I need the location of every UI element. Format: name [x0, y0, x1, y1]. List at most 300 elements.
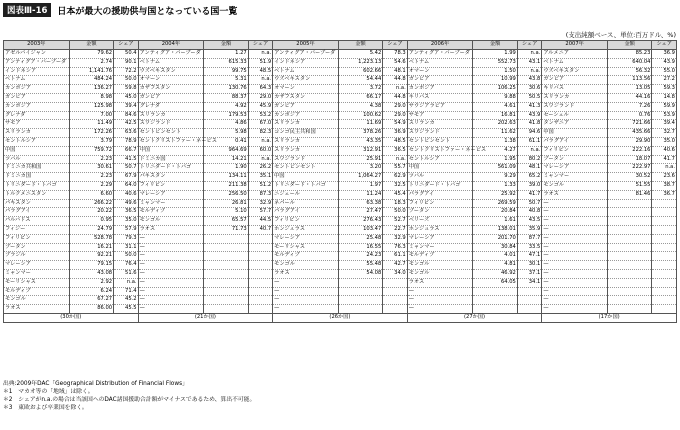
share-value: 29.0	[248, 93, 272, 102]
amount-value: 1.38	[473, 137, 517, 146]
amount-value: 4.38	[338, 102, 382, 111]
country-name: モンゴル	[407, 269, 473, 278]
share-value	[652, 234, 677, 243]
amount-value: 18.07	[607, 155, 651, 164]
amount-value: 81.46	[607, 190, 651, 199]
amount-value: 27.47	[338, 208, 382, 217]
amount-value: 7.26	[607, 102, 651, 111]
country-name: —	[542, 199, 608, 208]
amount-value: 10.99	[473, 76, 517, 85]
share-value: 48.5	[383, 137, 407, 146]
amount-value: 16.21	[69, 243, 113, 252]
amount-value: 172.26	[69, 129, 113, 138]
amount-value: 4.01	[473, 252, 517, 261]
amount-value: 43.35	[338, 137, 382, 146]
share-value: 32.9	[383, 234, 407, 243]
share-value: 45.9	[248, 102, 272, 111]
country-name: ホンジュラス	[273, 225, 339, 234]
amount-value	[607, 208, 651, 217]
amount-value: 201.70	[473, 234, 517, 243]
amount-value	[338, 305, 382, 314]
table-row	[4, 50, 677, 59]
share-value: 33.5	[517, 243, 541, 252]
share-value	[517, 296, 541, 305]
country-name: ツバル	[4, 155, 70, 164]
share-value: 80.2	[517, 155, 541, 164]
amount-value: 99.75	[204, 67, 248, 76]
country-name: —	[542, 278, 608, 287]
country-name: ドミニカ国	[4, 173, 70, 182]
share-value: 36.5	[114, 208, 138, 217]
country-name: —	[542, 296, 608, 305]
share-value: 82.3	[248, 129, 272, 138]
amount-value	[607, 278, 651, 287]
share-value: 84.6	[114, 111, 138, 120]
amount-value	[607, 234, 651, 243]
footnote: ＊1 マカオ等の「地域」は除く。	[3, 389, 94, 395]
amount-value: 103.47	[338, 225, 382, 234]
country-name: スワジランド	[542, 102, 608, 111]
share-value: 29.0	[383, 111, 407, 120]
country-name: セーシェル	[542, 111, 608, 120]
share-value	[517, 287, 541, 296]
amount-value: 25.48	[338, 234, 382, 243]
share-value: n.a.	[652, 164, 677, 173]
amount-value	[607, 287, 651, 296]
country-name: 中国	[138, 146, 204, 155]
country-count: (27か国)	[407, 313, 542, 322]
share-value: 61.1	[383, 252, 407, 261]
share-value: 50.4	[114, 50, 138, 59]
amount-value: 1,223.13	[338, 58, 382, 67]
share-value	[652, 252, 677, 261]
country-name: マレーシア	[138, 190, 204, 199]
share-value: 59.3	[652, 85, 677, 94]
amount-value	[607, 199, 651, 208]
country-name: —	[138, 278, 204, 287]
share-value: 72.2	[114, 67, 138, 76]
share-value: 49.6	[114, 199, 138, 208]
share-value: 50.0	[114, 252, 138, 261]
amount-value	[607, 252, 651, 261]
share-value	[652, 296, 677, 305]
country-name: ブータン	[4, 243, 70, 252]
amount-value: 46.92	[473, 269, 517, 278]
share-value: 44.8	[383, 76, 407, 85]
share-value: n.a.	[517, 50, 541, 59]
amount-value: 66.17	[338, 93, 382, 102]
country-name: ラオス	[407, 278, 473, 287]
share-value	[652, 217, 677, 226]
table-row	[4, 296, 677, 305]
amount-value: 30.84	[473, 243, 517, 252]
country-name: オマーン	[273, 85, 339, 94]
share-value: n.a.	[114, 278, 138, 287]
share-value: 50.0	[383, 208, 407, 217]
country-name: 中国	[273, 173, 339, 182]
share-value: 62.9	[383, 173, 407, 182]
amount-value	[204, 287, 248, 296]
country-name: スワジランド	[273, 155, 339, 164]
country-name: ベトナム	[407, 58, 473, 67]
country-name: ネパール	[273, 199, 339, 208]
country-name: モルディブ	[4, 287, 70, 296]
share-value: 54.9	[383, 120, 407, 129]
country-name: 中国	[407, 164, 473, 173]
share-value: 94.6	[517, 129, 541, 138]
amount-value: 9.88	[473, 93, 517, 102]
country-name: ガンビア	[542, 76, 608, 85]
share-value: 48.5	[248, 67, 272, 76]
amount-value: 30.52	[607, 173, 651, 182]
amount-value: 9.29	[473, 173, 517, 182]
share-value: 40.8	[517, 208, 541, 217]
share-value: 45.4	[383, 190, 407, 199]
country-name: ベリーズ	[407, 217, 473, 226]
share-value: 30.6	[517, 85, 541, 94]
amount-value	[607, 296, 651, 305]
share-value: 41.7	[652, 155, 677, 164]
country-name: ガンビア	[138, 93, 204, 102]
country-name: フィジー	[4, 225, 70, 234]
country-name: —	[407, 305, 473, 314]
amount-value: 55.48	[338, 261, 382, 270]
amount-value: 202.63	[473, 120, 517, 129]
amount-value: 138.01	[473, 225, 517, 234]
amount-value	[204, 243, 248, 252]
share-value: 53.9	[652, 111, 677, 120]
amount-value: 552.73	[473, 58, 517, 67]
country-name: フィリピン	[4, 234, 70, 243]
amount-value: 5.98	[204, 129, 248, 138]
country-name: —	[138, 234, 204, 243]
table-row	[4, 67, 677, 76]
country-name: ベトナム	[542, 58, 608, 67]
country-name: ツバル	[407, 173, 473, 182]
notes	[3, 380, 255, 412]
amount-value: 0.95	[69, 217, 113, 226]
table-row	[4, 287, 677, 296]
country-name: トリニダード・トバゴ	[273, 181, 339, 190]
country-name: ミャンマー	[407, 243, 473, 252]
share-header: シェア	[517, 41, 541, 50]
country-name: サモア	[4, 120, 70, 129]
share-value: 50.7	[517, 199, 541, 208]
country-name: トリニダード・トバゴ	[407, 181, 473, 190]
country-name: —	[542, 252, 608, 261]
share-value	[248, 296, 272, 305]
country-name: —	[407, 296, 473, 305]
country-name: モンゴル	[407, 261, 473, 270]
amount-value: 266.22	[69, 199, 113, 208]
share-value: 34.1	[517, 278, 541, 287]
year-header: 2006年	[407, 41, 473, 50]
country-name: アンティグア・バーブーダ	[407, 50, 473, 59]
share-value: 44.8	[383, 93, 407, 102]
country-name: ドミニカ国	[138, 155, 204, 164]
amount-value: 79.15	[69, 261, 113, 270]
country-name: キリバス	[407, 93, 473, 102]
share-value: 14.8	[652, 93, 677, 102]
country-name: —	[138, 296, 204, 305]
amount-value: 113.56	[607, 76, 651, 85]
table-row	[4, 305, 677, 314]
amount-value: 378.26	[338, 129, 382, 138]
amount-value: 86.00	[69, 305, 113, 314]
amount-value: 92.21	[69, 252, 113, 261]
share-value: 59.9	[652, 102, 677, 111]
amount-value: 222.97	[607, 164, 651, 173]
share-value: 87.7	[517, 234, 541, 243]
country-name: スリランカ	[273, 120, 339, 129]
country-name: —	[542, 305, 608, 314]
country-name: モルディブ	[273, 252, 339, 261]
amount-value: 20.84	[473, 208, 517, 217]
share-value: 64.3	[248, 85, 272, 94]
amount-value: 54.44	[338, 76, 382, 85]
amount-value: 26.81	[204, 199, 248, 208]
share-value: 76.4	[114, 261, 138, 270]
country-name: コンゴ民主共和国	[273, 129, 339, 138]
table-row	[4, 102, 677, 111]
country-name: オマーン	[138, 76, 204, 85]
country-name: —	[542, 287, 608, 296]
country-name: ガンビア	[4, 93, 70, 102]
amount-value: 29.90	[607, 137, 651, 146]
amount-value: 136.27	[69, 85, 113, 94]
country-name: ホンジュラス	[407, 225, 473, 234]
country-name: ラオス	[273, 269, 339, 278]
share-value: 40.6	[114, 190, 138, 199]
amount-value: 312.91	[338, 146, 382, 155]
country-name: フィリピン	[138, 181, 204, 190]
amount-value: 51.55	[607, 181, 651, 190]
amount-value	[607, 261, 651, 270]
amount-value: 269.59	[473, 199, 517, 208]
amount-value: 64.05	[473, 278, 517, 287]
amount-value: 435.66	[607, 129, 651, 138]
table-row	[4, 252, 677, 261]
country-name: —	[542, 225, 608, 234]
country-name: マレーシア	[273, 234, 339, 243]
country-name: スリランカ	[138, 111, 204, 120]
country-name: —	[542, 261, 608, 270]
amount-value: 1.97	[338, 181, 382, 190]
amount-header: 金額	[607, 41, 651, 50]
amount-value: 25.91	[338, 155, 382, 164]
amount-value: 54.08	[338, 269, 382, 278]
amount-value: 2.29	[69, 181, 113, 190]
table-row	[4, 217, 677, 226]
country-name: ミャンマー	[542, 173, 608, 182]
amount-value	[204, 252, 248, 261]
table-row	[4, 225, 677, 234]
country-name: ラオス	[138, 225, 204, 234]
country-name: モンゴル	[138, 217, 204, 226]
table-row	[4, 261, 677, 270]
country-name: モーリシャス	[273, 243, 339, 252]
share-value: 52.7	[383, 217, 407, 226]
share-value	[248, 269, 272, 278]
share-value: 57.7	[248, 208, 272, 217]
country-count: (21か国)	[138, 313, 273, 322]
country-name: パキスタン	[138, 173, 204, 182]
share-value: 53.2	[248, 111, 272, 120]
country-name: スリランカ	[542, 93, 608, 102]
share-value: n.a.	[248, 76, 272, 85]
share-value: 43.5	[517, 217, 541, 226]
country-name: モンゴル	[542, 181, 608, 190]
share-value	[652, 225, 677, 234]
country-name: パラグアイ	[273, 208, 339, 217]
amount-value: 222.16	[607, 146, 651, 155]
table-body	[4, 50, 677, 314]
year-header: 2003年	[4, 41, 70, 50]
country-name: トリニダード・トバゴ	[4, 181, 70, 190]
country-name: —	[273, 296, 339, 305]
table-row	[4, 199, 677, 208]
amount-value	[204, 278, 248, 287]
country-name: フィリピン	[542, 146, 608, 155]
share-value: 51.2	[248, 181, 272, 190]
country-name: —	[542, 243, 608, 252]
table-row	[4, 129, 677, 138]
country-name: パラグアイ	[542, 137, 608, 146]
amount-value: 256.50	[204, 190, 248, 199]
amount-value: 25.92	[473, 190, 517, 199]
amount-value: 4.61	[473, 102, 517, 111]
amount-value: 7.00	[69, 111, 113, 120]
amount-value: 11.69	[338, 120, 382, 129]
amount-header: 金額	[473, 41, 517, 50]
country-name: インドネシア	[4, 67, 70, 76]
table-row	[4, 93, 677, 102]
country-name: ウズベキスタン	[138, 67, 204, 76]
country-name: モルディブ	[138, 208, 204, 217]
country-name: パルバドス	[4, 217, 70, 226]
country-name: スリランカ	[273, 137, 339, 146]
amount-value: 4.86	[204, 120, 248, 129]
share-value: 29.0	[383, 102, 407, 111]
amount-value: 2.23	[69, 173, 113, 182]
share-value: 66.7	[114, 146, 138, 155]
share-value: 54.6	[383, 58, 407, 67]
amount-value: 1.50	[473, 67, 517, 76]
year-header: 2007年	[542, 41, 608, 50]
amount-value: 2.92	[69, 278, 113, 287]
country-name: スリランカ	[4, 129, 70, 138]
country-name: パキスタン	[4, 199, 70, 208]
amount-value	[204, 305, 248, 314]
share-value	[652, 305, 677, 314]
country-name: ベトナム	[4, 76, 70, 85]
share-value	[652, 243, 677, 252]
share-value	[517, 305, 541, 314]
share-value	[248, 243, 272, 252]
share-value	[383, 287, 407, 296]
amount-value: 24.79	[69, 225, 113, 234]
country-name: アンティグア・バーブーダ	[4, 58, 70, 67]
donor-table-wrapper	[3, 40, 677, 323]
share-value: 41.5	[114, 155, 138, 164]
table-row	[4, 243, 677, 252]
amount-value: 5.42	[338, 50, 382, 59]
amount-value: 561.09	[473, 164, 517, 173]
share-value: 64.0	[114, 181, 138, 190]
amount-value: 106.25	[473, 85, 517, 94]
country-name: —	[138, 243, 204, 252]
share-header: シェア	[652, 41, 677, 50]
share-value: 44.5	[248, 217, 272, 226]
share-value: 31.1	[114, 243, 138, 252]
amount-value	[607, 243, 651, 252]
share-value: 22.7	[383, 225, 407, 234]
country-name: —	[273, 278, 339, 287]
country-name: ウズベキスタン	[273, 76, 339, 85]
country-name: インドネシア	[273, 58, 339, 67]
amount-value: 1.95	[473, 155, 517, 164]
amount-value	[473, 305, 517, 314]
share-value: 57.9	[114, 225, 138, 234]
amount-value: 130.76	[204, 85, 248, 94]
share-value: 55.0	[652, 67, 677, 76]
amount-value: 20.22	[69, 208, 113, 217]
amount-value: 3.20	[338, 164, 382, 173]
share-value: 35.0	[114, 217, 138, 226]
share-value: 45.2	[114, 296, 138, 305]
table-row	[4, 173, 677, 182]
table-row	[4, 190, 677, 199]
country-name: アゼルバイジャン	[4, 50, 70, 59]
year-header: 2004年	[138, 41, 204, 50]
country-name: フィリピン	[407, 199, 473, 208]
country-name: カンボジア	[4, 85, 70, 94]
share-value: 40.6	[652, 146, 677, 155]
amount-value: 1.61	[473, 217, 517, 226]
share-value: 43.9	[517, 111, 541, 120]
country-name: トルクメニスタン	[4, 190, 70, 199]
country-name: —	[407, 287, 473, 296]
amount-value	[204, 261, 248, 270]
amount-value: 276.43	[338, 217, 382, 226]
country-name: ミャンマー	[4, 269, 70, 278]
share-header: シェア	[114, 41, 138, 50]
share-value: 48.1	[383, 67, 407, 76]
table-row	[4, 278, 677, 287]
amount-value	[338, 296, 382, 305]
country-name: セントビンセント	[138, 129, 204, 138]
amount-value	[338, 287, 382, 296]
country-name: カンボジア	[407, 85, 473, 94]
donor-table	[3, 40, 677, 323]
unit-note: (支出純額ベース、単位:百万ドル、%)	[565, 31, 676, 39]
amount-value: 30.61	[69, 164, 113, 173]
amount-value: 5.10	[204, 208, 248, 217]
country-name: —	[138, 305, 204, 314]
country-name: タンザニア	[542, 120, 608, 129]
share-value	[383, 278, 407, 287]
country-name: ニジェール	[273, 190, 339, 199]
share-value: 35.1	[248, 173, 272, 182]
amount-value: 640.04	[607, 58, 651, 67]
share-value	[652, 287, 677, 296]
amount-value: 0.76	[607, 111, 651, 120]
country-name: —	[542, 217, 608, 226]
share-value: n.a.	[383, 85, 407, 94]
amount-value	[204, 234, 248, 243]
share-value: 43.9	[652, 58, 677, 67]
amount-header: 金額	[204, 41, 248, 50]
